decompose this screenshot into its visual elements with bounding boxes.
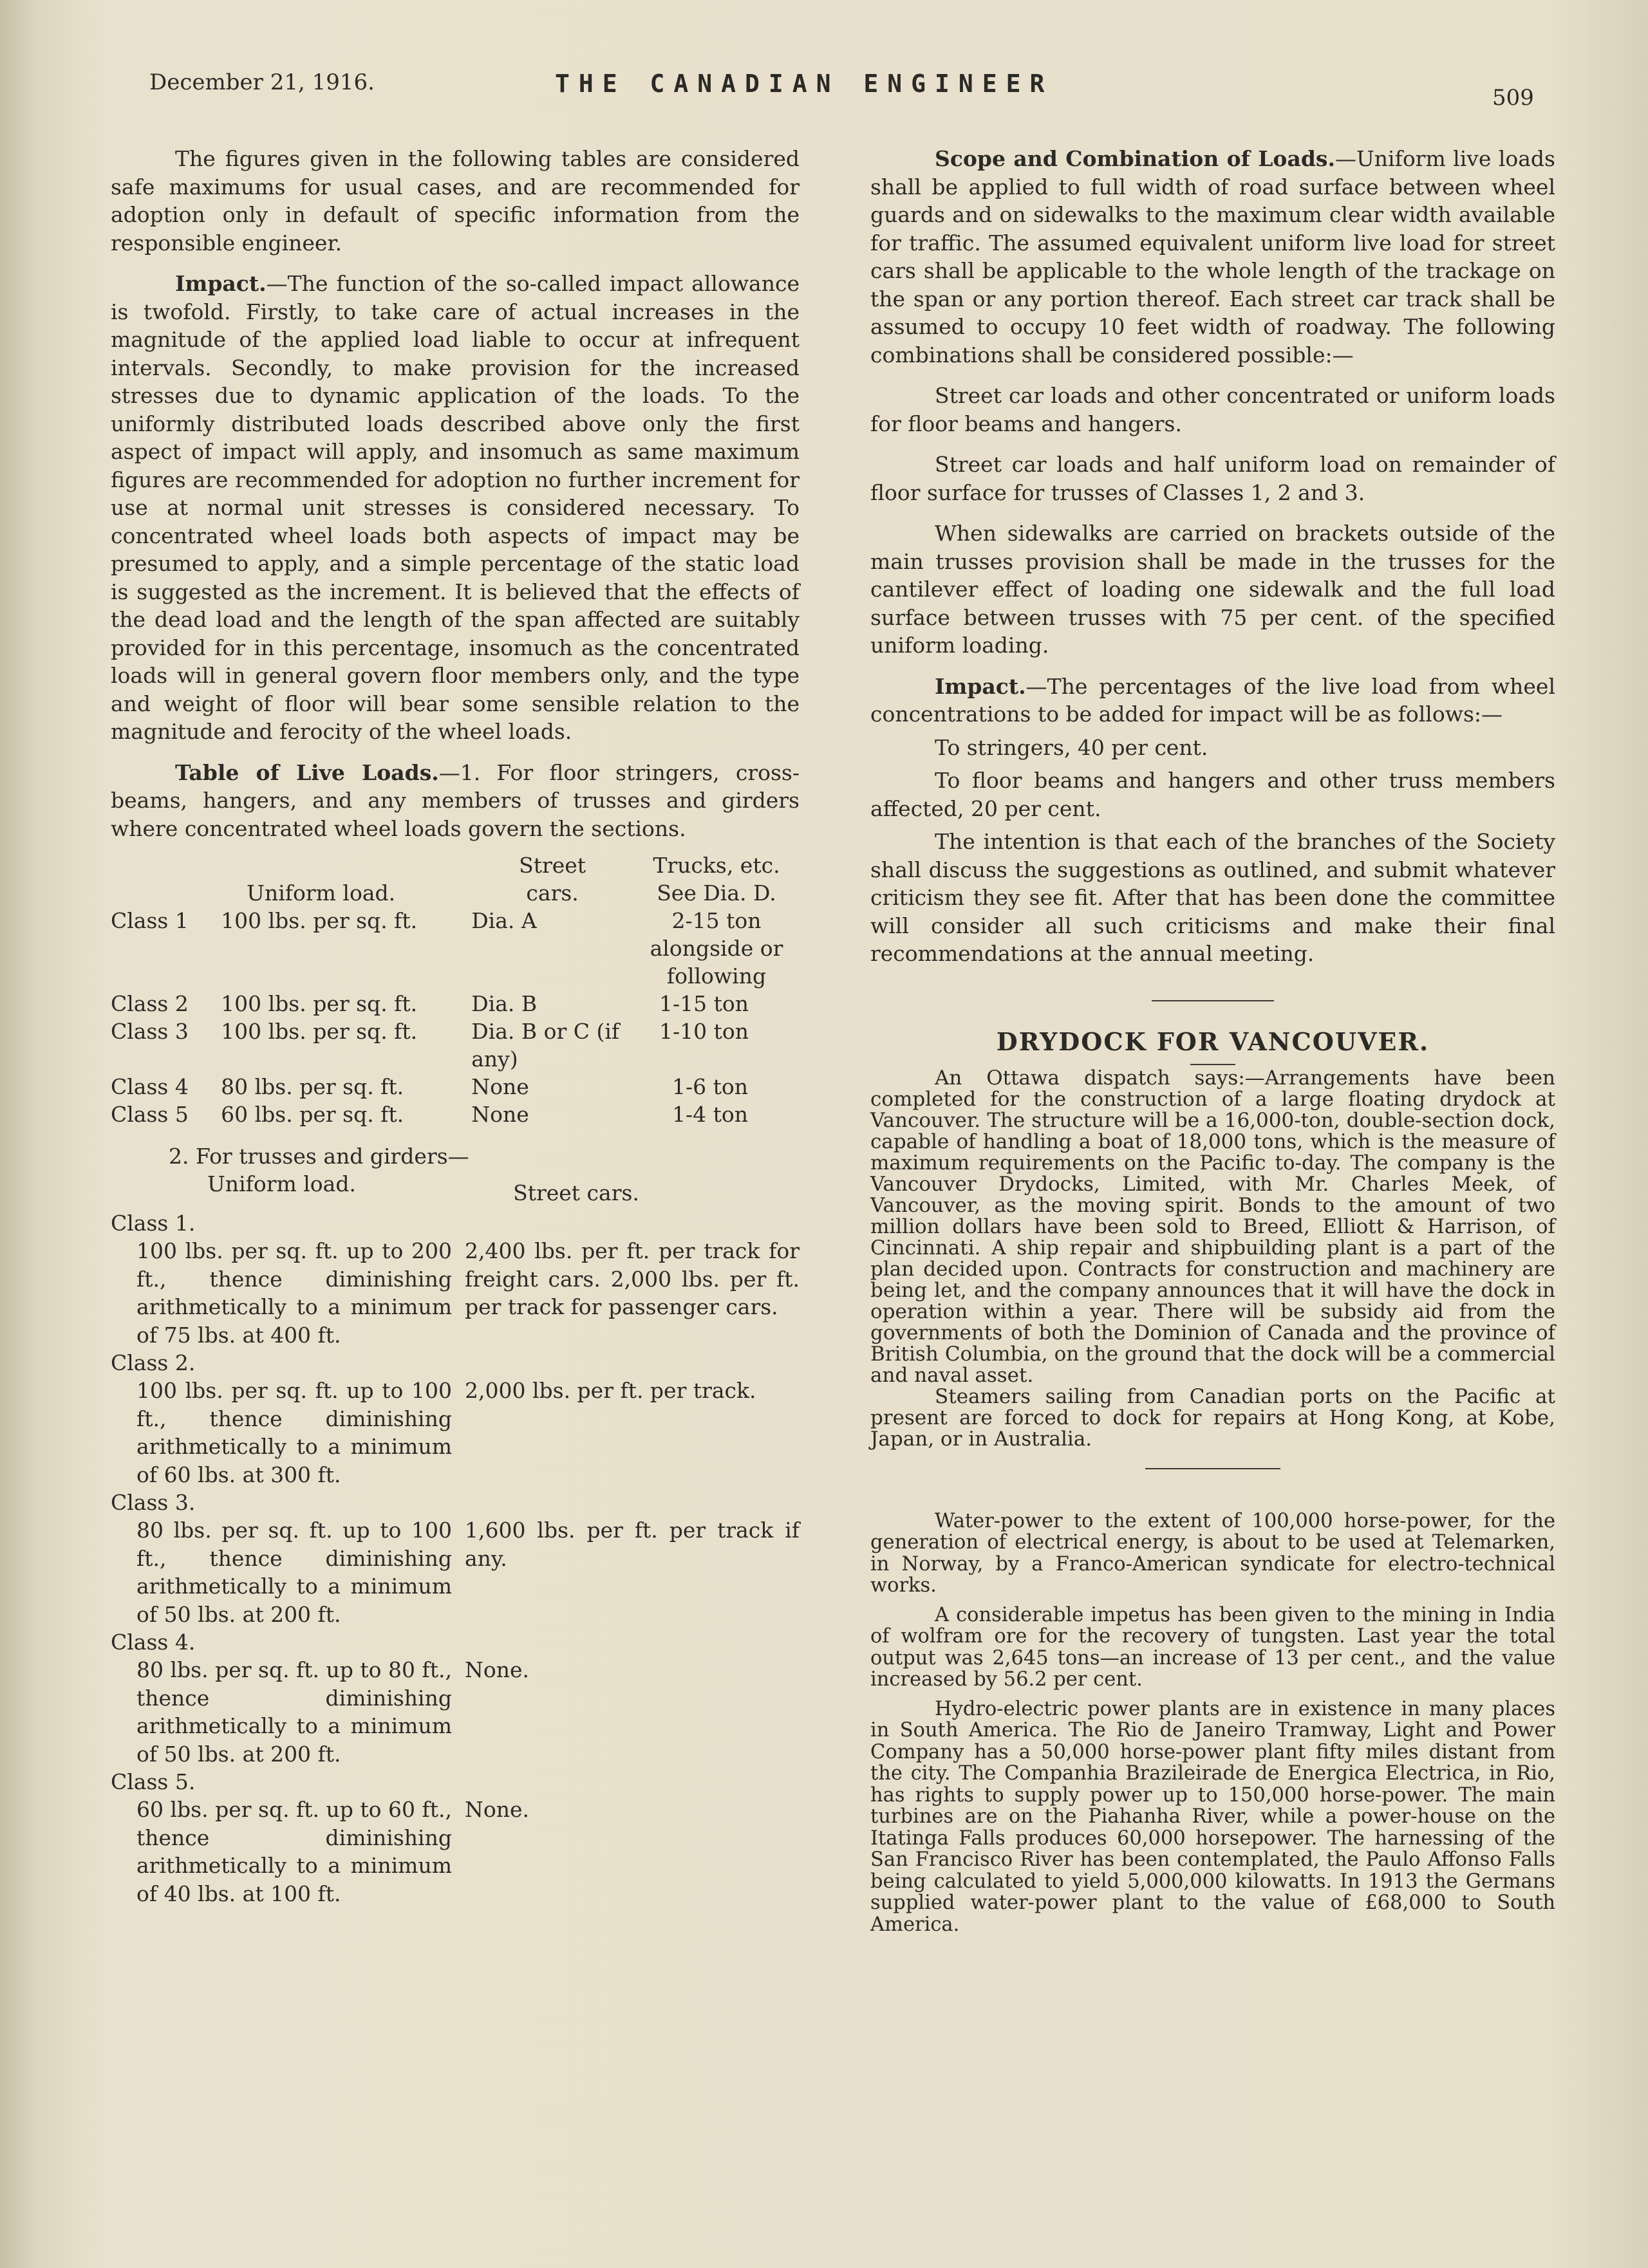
table2-uniform: 80 lbs. per sq. ft. up to 80 ft., thence diminishing arithmetically to a minimum of 50 lbs. at 200 ft. (136, 1657, 452, 1767)
row-trucks: 1-10 ton (659, 1019, 749, 1044)
drydock-article (870, 1068, 1555, 1450)
table-row (111, 1796, 800, 1908)
live-loads-table-1 (111, 851, 800, 1128)
impact-text: —The function of the so-called impact allowance is twofold. Firstly, to take care of actual increases in the magnitude of the applied load liable to occur at infrequent intervals. Secondly, to make provision for the increased stresses due to dynamic application of the loads. To the uniformly distributed loads described above only the first aspect of impact will apply, and insomuch as same maximum figures are recommended for adoption no further increment for use at normal unit stresses is considered necessary. To concentrated wheel loads both aspects of impact may be presumed to apply, and a simple percentage of the static load is suggested as the increment. It is believed that the effects of the dead load and the length of the span affected are suitably provided for in this percentage, insomuch as the concentrated loads will in general govern floor members only, and the type and weight of floor will bear some sensible relation to the magnitude and ferocity of the wheel loads. (111, 271, 800, 744)
drydock-paragraph-2: Steamers sailing from Canadian ports on the Pacific at present are forced to dock for repairs at Hong Kong, at Kobe, Japan, or in Australia. (870, 1384, 1555, 1451)
journal-title: THE CANADIAN ENGINEER (555, 70, 1054, 98)
row-uniform: 60 lbs. per sq. ft. (221, 1102, 404, 1127)
news-item-norway: Water-power to the extent of 100,000 horse-power, for the generation of electrical energy, is about to be used at Telemarken, in Norway, by a Franco-American syndicate for electro-technical works. (870, 1509, 1555, 1597)
row-street: Dia. A (471, 908, 537, 933)
header-street-line1: Street (519, 853, 586, 878)
table2-street: None. (465, 1657, 530, 1682)
section-divider (1145, 1468, 1280, 1469)
table2-class-label: Class 1. (111, 1211, 196, 1236)
table-row (111, 1516, 800, 1628)
row-trucks: 1-6 ton (671, 1074, 748, 1099)
impact-paragraph (111, 270, 800, 746)
row-class: Class 1 (111, 908, 189, 933)
impact-floor-beams: To floor beams and hangers and other truss members affected, 20 per cent. (870, 768, 1555, 821)
section-divider (1152, 1000, 1274, 1001)
table-row (111, 1018, 800, 1073)
table-row (111, 990, 800, 1018)
table-row (111, 1377, 800, 1489)
table2-class-label: Class 2. (111, 1350, 196, 1375)
intro-paragraph: The figures given in the following tables are considered safe maximums for usual cases, and are recommended for adoption only in default of specific information from the responsible engineer. (111, 146, 800, 256)
row-trucks: 2-15 ton alongside or following (650, 908, 783, 989)
drydock-heading: DRYDOCK FOR VANCOUVER. (996, 1027, 1430, 1056)
impact-right-text: —The percentages of the live load from wheel concentrations to be added for impact will be as follows:— (870, 673, 1555, 727)
intention-paragraph: The intention is that each of the branches of the Society shall discuss the suggestions as outlined, and submit whatever criticism they see fit. After that has been done the committee will consider all such criticisms and make their final recommendations at the annual meeting. (870, 829, 1555, 966)
table2-uniform: 60 lbs. per sq. ft. up to 60 ft., thence diminishing arithmetically to a minimum of 40 lbs. at 100 ft. (136, 1797, 452, 1906)
table-intro-text: —1. For floor stringers, cross-beams, hangers, and any members of trusses and girders where concentrated wheel loads govern the sections. (111, 759, 800, 841)
row-uniform: 100 lbs. per sq. ft. (221, 991, 418, 1016)
combination-3: When sidewalks are carried on brackets outside of the main trusses provision shall be made in the trusses for the cantilever effect of loading one sidewalk and the full load surface between trusses with 75 per cent. of the specified uniform loading. (870, 521, 1555, 658)
row-trucks: 1-4 ton (671, 1102, 748, 1127)
scope-text: —Uniform live loads shall be applied to full width of road surface between wheel guards and on sidewalks to the maximum clear width available for traffic. The assumed equivalent uniform live load for street cars shall be applicable to the whole length of the trackage on the span or any portion thereof. Each street car track shall be assumed to occupy 10 feet width of roadway. The following combinations shall be considered possible:— (870, 146, 1555, 367)
table2-street: 2,400 lbs. per ft. per track for freight cars. 2,000 lbs. per ft. per track for passenger cars. (465, 1238, 800, 1319)
table-row (111, 907, 800, 990)
table2-header-street: Street cars. (513, 1180, 639, 1205)
row-class: Class 3 (111, 1019, 189, 1044)
header-trucks-line2: See Dia. D. (657, 880, 776, 906)
table-row (111, 1656, 800, 1768)
row-street: None (471, 1074, 529, 1099)
row-uniform: 100 lbs. per sq. ft. (221, 908, 418, 933)
impact-right-run-in-heading: Impact. (935, 673, 1026, 699)
header-trucks (633, 851, 800, 907)
row-street: None (471, 1102, 529, 1127)
combination-1: Street car loads and other concentrated or uniform loads for floor beams and hangers. (870, 383, 1555, 436)
news-item-south-america: Hydro-electric power plants are in existence in many places in South America. The Rio de Janeiro Tramway, Light and Power Company has a 50,000 horse-power plant fifty miles distant from the city. The Companhia Brazileirade de Energica Electrica, in Rio, has rights to supply power up to 150,000 horse-power. The main turbines are on the Piahanha River, while a power-house on the Itatinga Falls produces 60,000 horsepower. The harnessing of the San Francisco River has been contemplated, the Paulo Affonso Falls being calculated to yield 5,000,000 kilowatts. In 1913 the Germans supplied water-power plant to the value of £68,000 to South America. (870, 1697, 1555, 1936)
news-items (870, 1510, 1555, 1936)
table2-street: 2,000 lbs. per ft. per track. (465, 1378, 756, 1403)
table-intro-paragraph (111, 759, 800, 843)
row-street: Dia. B (471, 991, 538, 1016)
impact-stringers: To stringers, 40 per cent. (935, 734, 1208, 760)
header-uniform-load: Uniform load. (247, 880, 396, 906)
header-street-cars (471, 851, 633, 907)
table2-intro: 2. For trusses and girders— (169, 1144, 469, 1169)
page-number: 509 (1492, 85, 1534, 111)
table2-street: 1,600 lbs. per ft. per track if any. (465, 1518, 800, 1571)
table2-uniform: 80 lbs. per sq. ft. up to 100 ft., thence diminishing arithmetically to a minimum of 50 lbs. at 200 ft. (136, 1518, 452, 1627)
heading-underline (1190, 1064, 1235, 1065)
table-row (111, 1101, 800, 1128)
table2-street: None. (465, 1797, 530, 1822)
scope-paragraph (870, 145, 1555, 369)
left-column (111, 145, 800, 1908)
row-class: Class 4 (111, 1074, 189, 1099)
header-trucks-line1: Trucks, etc. (653, 853, 780, 878)
impact-run-in-heading: Impact. (175, 271, 267, 296)
issue-date: December 21, 1916. (149, 70, 375, 95)
table2-uniform: 100 lbs. per sq. ft. up to 200 ft., thence diminishing arithmetically to a minimum of 75 lbs. at 400 ft. (136, 1238, 452, 1348)
right-column (870, 145, 1555, 1935)
news-item-india: A considerable impetus has been given to the mining in India of wolfram ore for the recovery of tungsten. Last year the total output was 2,645 tons—an increase of 13 per cent., and the value increased by 56.2 per cent. (870, 1603, 1555, 1691)
row-uniform: 80 lbs. per sq. ft. (221, 1074, 404, 1099)
live-loads-table-2 (111, 1209, 800, 1908)
row-class: Class 2 (111, 991, 189, 1016)
row-street: Dia. B or C (if any) (471, 1019, 620, 1072)
scope-run-in-heading: Scope and Combination of Loads. (935, 146, 1335, 171)
table-row (111, 1073, 800, 1101)
impact-right-paragraph (870, 673, 1555, 729)
table2-header-row (111, 1170, 800, 1207)
row-uniform: 100 lbs. per sq. ft. (221, 1019, 418, 1044)
header-street-line2: cars. (526, 880, 579, 906)
table2-class-label: Class 3. (111, 1490, 196, 1515)
combination-2: Street car loads and half uniform load on remainder of floor surface for trusses of Classes 1, 2 and 3. (870, 452, 1555, 505)
table2-class-label: Class 4. (111, 1630, 196, 1655)
table2-header-uniform: Uniform load. (207, 1171, 356, 1196)
table-header-row (111, 851, 800, 907)
table2-class-label: Class 5. (111, 1769, 196, 1794)
table-run-in-heading: Table of Live Loads. (175, 759, 439, 785)
table-row (111, 1237, 800, 1349)
row-class: Class 5 (111, 1102, 189, 1127)
row-trucks: 1-15 ton (659, 991, 749, 1016)
drydock-paragraph-1: An Ottawa dispatch says:—Arrangements have been completed for the construction of a large floating drydock at Vancouver. The structure will be a 16,000-ton, double-section dock, capable of handling a boat of 18,000 tons, which is the measure of maximum requirements on the Pacific to-day. The company is the Vancouver Drydocks, Limited, with Mr. Charles Meek, of Vancouver, as the moving spirit. Bonds to the amount of two million dollars have been sold to Breed, Elliott & Harrison, of Cincinnati. A ship repair and shipbuilding plant is a part of the plan decided upon. Contracts for construction and machinery are being let, and the company announces that it will have the dock in operation within a year. There will be subsidy aid from the governments of both the Dominion of Canada and the province of British Columbia, on the ground that the dock will be a commercial and naval asset. (870, 1066, 1555, 1387)
table2-uniform: 100 lbs. per sq. ft. up to 100 ft., thence diminishing arithmetically to a minimum of 60 lbs. at 300 ft. (136, 1378, 452, 1487)
